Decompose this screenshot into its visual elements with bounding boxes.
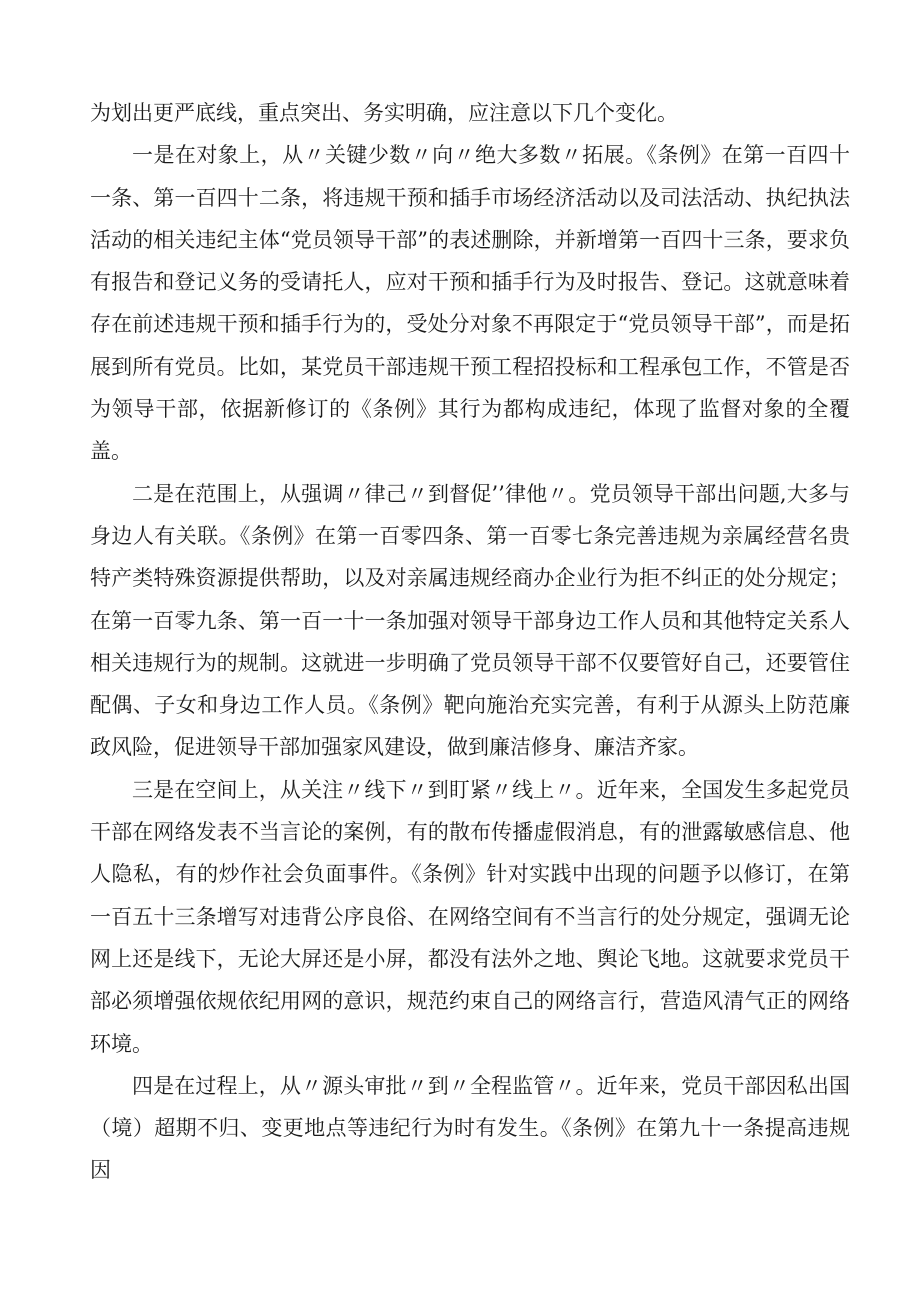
paragraph-scope: 二是在范围上，从强调〃律己〃到督促’’律他〃。党员领导干部出问题,大多与身边人有关联。《条例》在第一百零四条、第一百零七条完善违规为亲属经营名贵特产类特殊资源提供帮助，以及对亲属违规经商办企业行为拒不纠正的处分规定；在第一百零九条、第一百一十一条加强对领导干部身边工作人员和其他特定关系人相关违规行为的规制。这就进一步明确了党员领导干部不仅要管好自己，还要管住配偶、子女和身边工作人员。《条例》靶向施治充实完善，有利于从源头上防范廉政风险，促进领导干部加强家风建设，做到廉洁修身、廉洁齐家。 [90, 481, 850, 760]
document-body [90, 92, 850, 1192]
paragraph-object: 一是在对象上，从〃关键少数〃向〃绝大多数〃拓展。《条例》在第一百四十一条、第一百四十二条，将违规干预和插手市场经济活动以及司法活动、执纪执法活动的相关违纪主体“党员领导干部”的表述删除，并新增第一百四十三条，要求负有报告和登记义务的受请托人，应对干预和插手行为及时报告、登记。这就意味着存在前述违规干预和插手行为的，受处分对象不再限定于“党员领导干部”，而是拓展到所有党员。比如，某党员干部违规干预工程招投标和工程承包工作，不管是否为领导干部，依据新修订的《条例》其行为都构成违纪，体现了监督对象的全覆盖。 [90, 143, 850, 464]
paragraph-intro: 为划出更严底线，重点突出、务实明确，应注意以下几个变化。 [90, 101, 678, 125]
paragraph-space: 三是在空间上，从关注〃线下〃到盯紧〃线上〃。近年来，全国发生多起党员干部在网络发表不当言论的案例，有的散布传播虚假消息，有的泄露敏感信息、他人隐私，有的炒作社会负面事件。《条例》针对实践中出现的问题予以修订，在第一百五十三条增写对违背公序良俗、在网络空间有不当言行的处分规定，强调无论网上还是线下，无论大屏还是小屏，都没有法外之地、舆论飞地。这就要求党员干部必须增强依规依纪用网的意识，规范约束自己的网络言行，营造风清气正的网络环境。 [90, 777, 850, 1056]
paragraph-process: 四是在过程上，从〃源头审批〃到〃全程监管〃。近年来，党员干部因私出国（境）超期不归、变更地点等违纪行为时有发生。《条例》在第九十一条提高违规因 [90, 1073, 850, 1183]
